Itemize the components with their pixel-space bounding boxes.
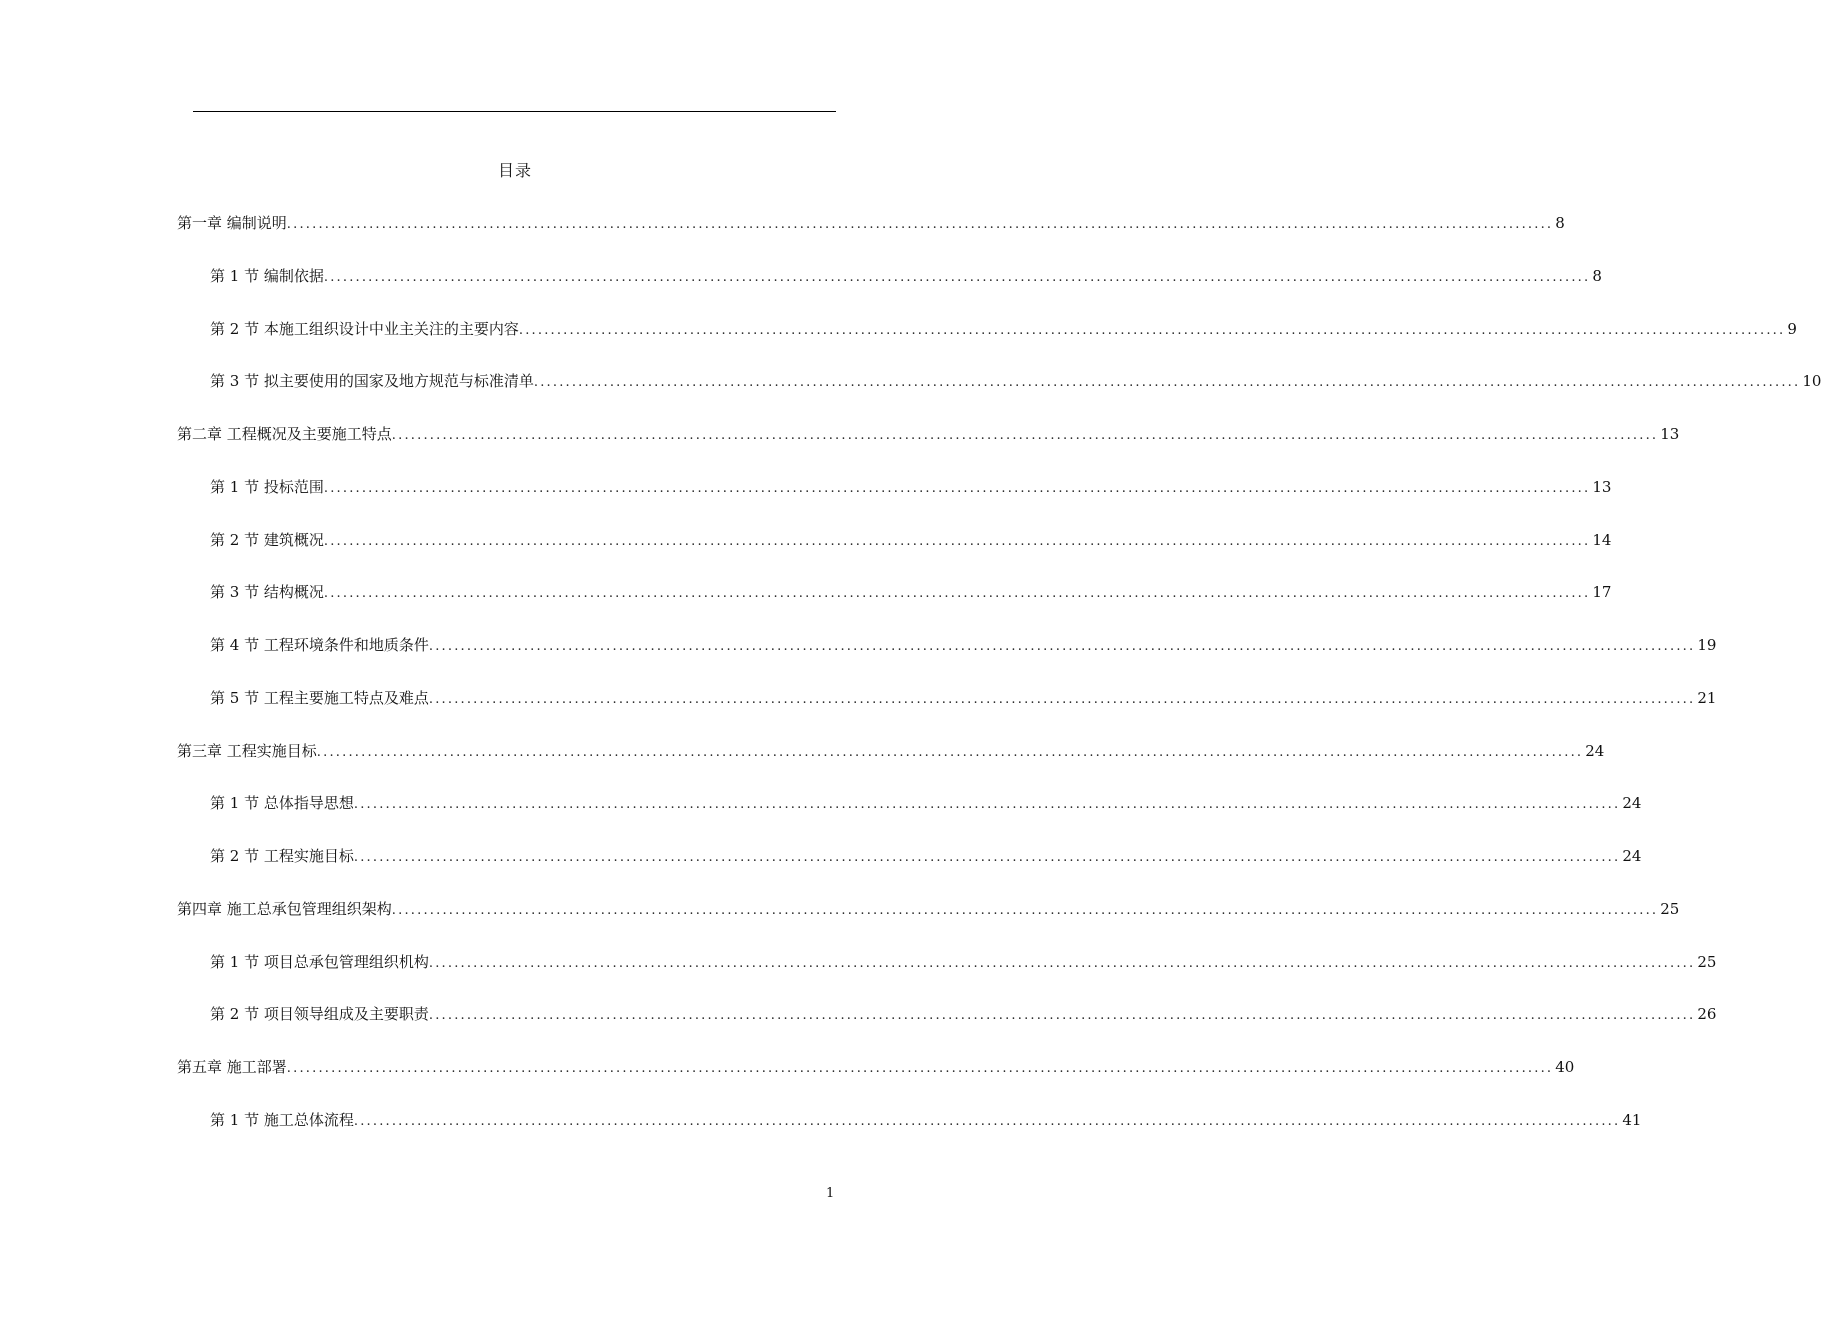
toc-dot-leader: ........................................................................................................................................................................................................: [533, 375, 1801, 390]
toc-dot-leader: ........................................................................................................................................................................................................: [391, 428, 1659, 443]
toc-entry-page-number: 9: [1787, 320, 1797, 338]
toc-dot-leader: ........................................................................................................................................................................................................: [353, 1114, 1621, 1129]
toc-entry-label: 第 2 节 建筑概况: [210, 531, 324, 549]
toc-entry-section[interactable]: [210, 950, 1717, 974]
toc-dot-leader: ........................................................................................................................................................................................................: [286, 217, 1554, 232]
toc-entry-page-number: 13: [1660, 425, 1680, 443]
toc-entry-page-number: 25: [1660, 900, 1680, 918]
toc-entry-page-number: 14: [1592, 531, 1612, 549]
toc-dot-leader: ........................................................................................................................................................................................................: [353, 797, 1621, 812]
toc-entry-section[interactable]: [210, 1002, 1717, 1026]
toc-entry-label: 第 2 节 项目领导组成及主要职责: [210, 1005, 429, 1023]
toc-entry-label: 第 4 节 工程环境条件和地质条件: [210, 636, 429, 654]
toc-dot-leader: ........................................................................................................................................................................................................: [316, 745, 1584, 760]
toc-dot-leader: ........................................................................................................................................................................................................: [286, 1061, 1554, 1076]
toc-entry-label: 第 3 节 拟主要使用的国家及地方规范与标准清单: [210, 372, 534, 390]
toc-entry-label: 第 1 节 总体指导思想: [210, 794, 354, 812]
toc-entry-page-number: 41: [1622, 1111, 1642, 1129]
toc-entry-chapter[interactable]: [177, 1055, 1575, 1079]
toc-dot-leader: ........................................................................................................................................................................................................: [428, 692, 1696, 707]
toc-entry-section[interactable]: [210, 528, 1612, 552]
toc-entry-label: 第 1 节 编制依据: [210, 267, 324, 285]
toc-entry-label: 第 5 节 工程主要施工特点及难点: [210, 689, 429, 707]
toc-entry-page-number: 8: [1592, 267, 1602, 285]
toc-dot-leader: ........................................................................................................................................................................................................: [428, 639, 1696, 654]
toc-entry-chapter[interactable]: [177, 897, 1680, 921]
toc-entry-page-number: 24: [1622, 847, 1642, 865]
toc-dot-leader: ........................................................................................................................................................................................................: [428, 1008, 1696, 1023]
toc-entry-page-number: 21: [1697, 689, 1717, 707]
toc-entry-label: 第 1 节 项目总承包管理组织机构: [210, 953, 429, 971]
toc-entry-page-number: 25: [1697, 953, 1717, 971]
toc-entry-section[interactable]: [210, 1108, 1642, 1132]
toc-entry-section[interactable]: [210, 369, 1821, 393]
toc-entry-label: 第 1 节 施工总体流程: [210, 1111, 354, 1129]
toc-entry-label: 第 2 节 本施工组织设计中业主关注的主要内容: [210, 320, 519, 338]
toc-dot-leader: ........................................................................................................................................................................................................: [323, 270, 1591, 285]
toc-dot-leader: ........................................................................................................................................................................................................: [353, 850, 1621, 865]
toc-entry-chapter[interactable]: [177, 422, 1680, 446]
toc-entry-section[interactable]: [210, 475, 1612, 499]
toc-entry-label: 第二章 工程概况及主要施工特点: [177, 425, 392, 443]
toc-dot-leader: ........................................................................................................................................................................................................: [323, 586, 1591, 601]
toc-entry-label: 第 1 节 投标范围: [210, 478, 324, 496]
toc-entry-section[interactable]: [210, 686, 1717, 710]
toc-entry-page-number: 8: [1555, 214, 1565, 232]
toc-entry-label: 第 3 节 结构概况: [210, 583, 324, 601]
toc-entry-section[interactable]: [210, 633, 1717, 657]
page-number: 1: [826, 1186, 835, 1201]
toc-dot-leader: ........................................................................................................................................................................................................: [323, 534, 1591, 549]
toc-entry-label: 第四章 施工总承包管理组织架构: [177, 900, 392, 918]
toc-dot-leader: ........................................................................................................................................................................................................: [323, 481, 1591, 496]
toc-entry-page-number: 26: [1697, 1005, 1717, 1023]
toc-title: 目录: [497, 161, 532, 180]
toc-entry-page-number: 17: [1592, 583, 1612, 601]
toc-entry-label: 第一章 编制说明: [177, 214, 287, 232]
toc-entry-label: 第五章 施工部署: [177, 1058, 287, 1076]
toc-dot-leader: ........................................................................................................................................................................................................: [518, 323, 1786, 338]
toc-dot-leader: ........................................................................................................................................................................................................: [391, 903, 1659, 918]
toc-entry-section[interactable]: [210, 580, 1612, 604]
toc-entry-chapter[interactable]: [177, 211, 1565, 235]
toc-entry-page-number: 40: [1555, 1058, 1575, 1076]
toc-entry-label: 第 2 节 工程实施目标: [210, 847, 354, 865]
toc-entry-section[interactable]: [210, 844, 1642, 868]
toc-entry-page-number: 24: [1585, 742, 1605, 760]
toc-entry-section[interactable]: [210, 264, 1602, 288]
toc-dot-leader: ........................................................................................................................................................................................................: [428, 956, 1696, 971]
toc-entry-chapter[interactable]: [177, 739, 1605, 763]
toc-entry-page-number: 19: [1697, 636, 1717, 654]
toc-entry-label: 第三章 工程实施目标: [177, 742, 317, 760]
toc-entry-section[interactable]: [210, 791, 1642, 815]
toc-entry-page-number: 24: [1622, 794, 1642, 812]
toc-entry-page-number: 10: [1802, 372, 1821, 390]
toc-entry-page-number: 13: [1592, 478, 1612, 496]
toc-entry-section[interactable]: [210, 317, 1797, 341]
